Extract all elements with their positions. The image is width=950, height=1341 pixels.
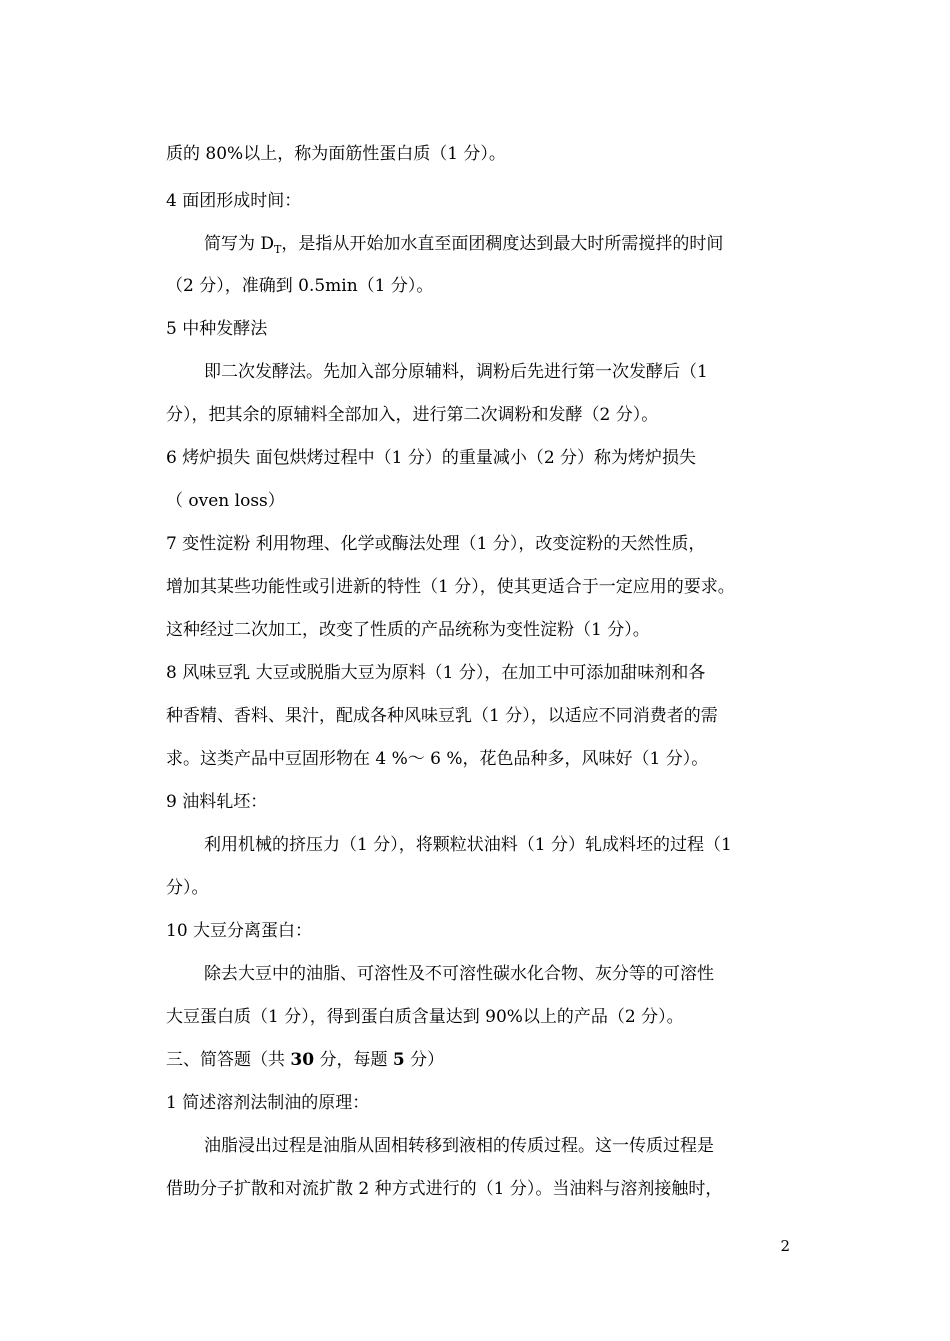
- text-line: 8 风味豆乳 大豆或脱脂大豆为原料（1 分），在加工中可添加甜味剂和各: [166, 663, 706, 683]
- text-line: 借助分子扩散和对流扩散 2 种方式进行的（1 分）。当油料与溶剂接触时，: [166, 1179, 723, 1199]
- text-line: 增加其某些功能性或引进新的特性（1 分），使其更适合于一定应用的要求。: [166, 577, 735, 597]
- text-line: 分）。: [166, 878, 209, 898]
- text-line: 利用机械的挤压力（1 分），将颗粒状油料（1 分）轧成料坯的过程（1: [204, 835, 732, 855]
- section-heading-part2: 分，每题: [314, 1050, 393, 1070]
- section-heading: [166, 1048, 790, 1072]
- item-heading: 10 大豆分离蛋白：: [166, 921, 313, 941]
- dt-subscript: T: [274, 243, 282, 256]
- section-heading-total: 30: [290, 1050, 315, 1070]
- text-line: 除去大豆中的油脂、可溶性及不可溶性碳水化合物、灰分等的可溶性: [204, 964, 714, 984]
- text-line: 分），把其余的原辅料全部加入，进行第二次调粉和发酵（2 分）。: [166, 405, 659, 425]
- item-heading: 1 简述溶剂法制油的原理：: [166, 1093, 370, 1113]
- text-line: （ oven loss）: [166, 491, 285, 511]
- dt-text-before: 简写为 D: [204, 234, 275, 254]
- section-heading-each: 5: [392, 1050, 405, 1070]
- item-heading: 5 中种发酵法: [166, 319, 268, 339]
- text-line: （2 分），准确到 0.5min（1 分）。: [166, 276, 434, 296]
- text-line: 7 变性淀粉 利用物理、化学或酶法处理（1 分），改变淀粉的天然性质，: [166, 534, 706, 554]
- text-line: 这种经过二次加工，改变了性质的产品统称为变性淀粉（1 分）。: [166, 620, 650, 640]
- dt-text-after: ，是指从开始加水直至面团稠度达到最大时所需搅拌的时间: [281, 234, 724, 254]
- section-heading-part1: 三、简答题（共: [166, 1050, 291, 1070]
- text-line: 质的 80%以上，称为面筋性蛋白质（1 分）。: [166, 144, 506, 164]
- text-line: 大豆蛋白质（1 分），得到蛋白质含量达到 90%以上的产品（2 分）。: [166, 1007, 684, 1027]
- text-line: 种香精、香料、果汁，配成各种风味豆乳（1 分），以适应不同消费者的需: [166, 706, 718, 726]
- page-number: 2: [780, 1237, 790, 1255]
- text-line: 油脂浸出过程是油脂从固相转移到液相的传质过程。这一传质过程是: [204, 1136, 714, 1156]
- item-heading: 9 油料轧坯：: [166, 792, 268, 812]
- text-line: 求。这类产品中豆固形物在 4 %～ 6 %，花色品种多，风味好（1 分）。: [166, 749, 709, 769]
- section-heading-part3: 分）: [404, 1050, 445, 1070]
- text-line: 6 烤炉损失 面包烘烤过程中（1 分）的重量减小（2 分）称为烤炉损失: [166, 448, 697, 468]
- text-line: [204, 232, 790, 256]
- text-line: 即二次发酵法。先加入部分原辅料，调粉后先进行第一次发酵后（1: [204, 362, 708, 382]
- item-heading: 4 面团形成时间：: [166, 191, 302, 211]
